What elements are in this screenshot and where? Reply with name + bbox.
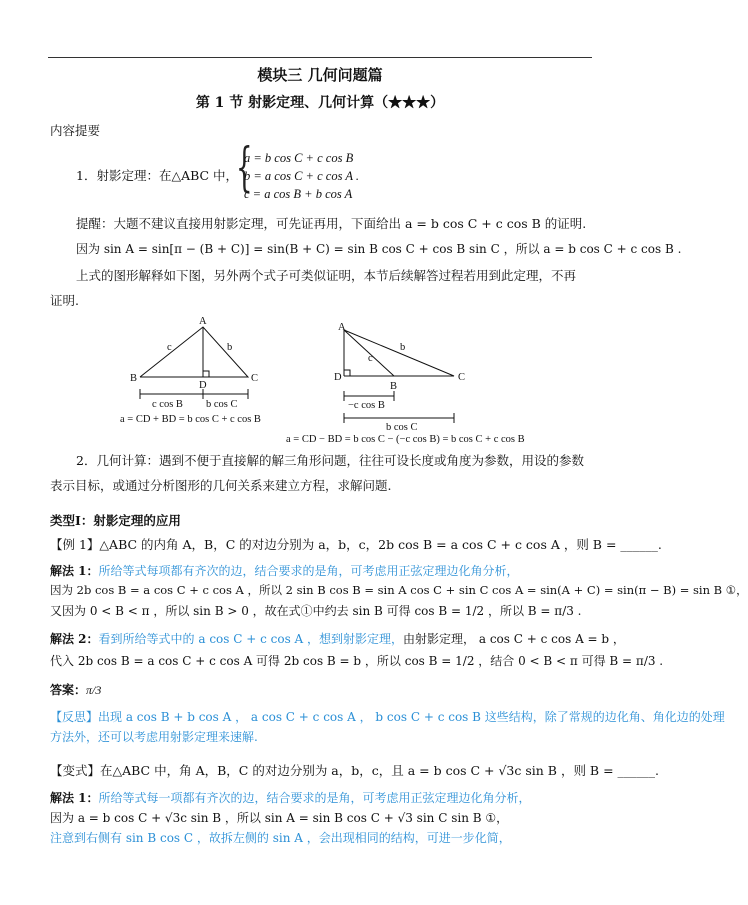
projection-eq-2: b = a cos C + c cos A . [244,169,360,183]
solution-1-line-2: 因为 2b cos B = a cos C + c cos A ，所以 2 sin B cos B = sin A cos C + sin C cos A = sin(A + C) = sin(π − B) = sin B ①， [50,583,748,597]
reflection-line-1: 【反思】出现 a cos B + b cos A ， a cos C + c cos A ， b cos C + c cos B 这些结构，除了常规的边化角、角化边的处理 [50,710,725,724]
answer-label: 答案： [50,683,87,697]
caption-right: a = CD − BD = b cos C − (−c cos B) = b cos C + c cos B [286,434,525,445]
label-side-c: c [368,353,373,364]
seg-label-2: b cos C [386,422,418,433]
reflection-line-2: 方法外，还可以考虑用射影定理来速解. [50,730,258,744]
seg-label-1: −c cos B [348,400,385,411]
variant-solution-line-3: 注意到右侧有 sin B cos C ，故拆左侧的 sin A ，会出现相同的结构，可进一步化简， [50,831,511,845]
label-c: C [251,373,259,384]
solution-2-line-2: 代入 2b cos B = a cos C + c cos A 可得 2b cos B = b ，所以 cos B = 1/2 ，结合 0 < B < π 可得 B = π/3 . [50,654,664,668]
solution-1-hint: 所给等式每项都有齐次的边，结合要求的是角，可考虑用正弦定理边化角分析， [98,564,519,578]
figure-right [282,318,525,445]
explain-line-2: 证明. [50,293,79,308]
geometry-line-1: 2．几何计算：遇到不便于直接解的解三角形问题，往往可设长度或角度为参数，用设的参数 [76,453,584,468]
geometry-line-2: 表示目标，或通过分析图形的几何关系来建立方程，求解问题. [50,478,392,493]
explain-line-1: 上式的图形解释如下图，另外两个式子可类似证明，本节后续解答过程若用到此定理，不再 [76,268,577,283]
answer-line [50,682,101,698]
solution-2-hint: 看到所给等式中的 a cos C + c cos A ，想到射影定理， [98,632,404,646]
figure-left [110,312,280,427]
right-angle-mark [203,371,209,377]
answer-value: π/3 [86,683,102,697]
hint-line-1: 提醒：大题不建议直接用射影定理，可先证再用，下面给出 a = b cos C + c cos B 的证明. [76,216,587,231]
label-d: D [334,372,342,383]
system-brace: { [236,138,253,198]
right-angle-mark [344,370,350,376]
hint-line-2: 因为 sin A = sin[π − (B + C)] = sin(B + C) = sin B cos C + cos B sin C ，所以 a = b cos C + c cos B . [76,242,682,256]
label-c: C [458,372,466,383]
section-title: 第 1 节 射影定理、几何计算（★★★） [195,95,445,111]
triangle-right [344,330,454,376]
projection-theorem-label: 1．射影定理：在△ABC 中， [76,168,239,183]
label-side-b: b [400,342,406,353]
variant-solution-line-2: 因为 a = b cos C + √3c sin B ，所以 sin A = sin B cos C + √3 sin C sin B ①， [50,811,509,825]
label-side-b: b [227,342,233,353]
variant-problem: 【变式】在△ABC 中，角 A，B，C 的对边分别为 a，b，c，且 a = b cos C + √3c sin B ，则 B = ______. [50,763,660,778]
variant-solution-label: 解法 1： [50,791,99,805]
solution-1-line-3: 又因为 0 < B < π ，所以 sin B > 0 ，故在式①中约去 sin B 可得 cos B = 1/2 ，所以 B = π/3 . [50,604,582,618]
solution-2-line-1 [50,631,625,647]
intro-label: 内容提要 [50,123,101,138]
solution-1-label: 解法 1： [50,564,99,578]
label-b: B [130,373,138,384]
example-1: 【例 1】△ABC 的内角 A，B，C 的对边分别为 a，b，c，2b cos B = a cos C + c cos A ，则 B = ______. [50,537,662,552]
label-d: D [199,380,207,391]
caption-left: a = CD + BD = b cos C + c cos B [120,414,261,425]
projection-eq-3: c = a cos B + b cos A [244,187,353,201]
seg-label-2: b cos C [206,399,238,410]
label-side-c: c [167,342,172,353]
solution-1-line-1 [50,563,519,579]
module-title: 模块三 几何问题篇 [257,66,383,84]
variant-solution-hint: 所给等式每一项都有齐次的边，结合要求的是角，可考虑用正弦定理边化角分析， [98,791,531,805]
type1-heading: 类型Ⅰ：射影定理的应用 [50,513,181,528]
label-a: A [338,322,346,333]
variant-solution-line-1 [50,790,531,806]
projection-eq-1: a = b cos C + c cos B [244,151,354,165]
label-b: B [390,381,398,392]
label-a: A [199,316,207,327]
solution-2-label: 解法 2： [50,632,99,646]
seg-label-1: c cos B [152,399,183,410]
solution-2-rest: 由射影定理， a cos C + c cos A = b ， [403,632,625,646]
top-rule [48,57,592,58]
